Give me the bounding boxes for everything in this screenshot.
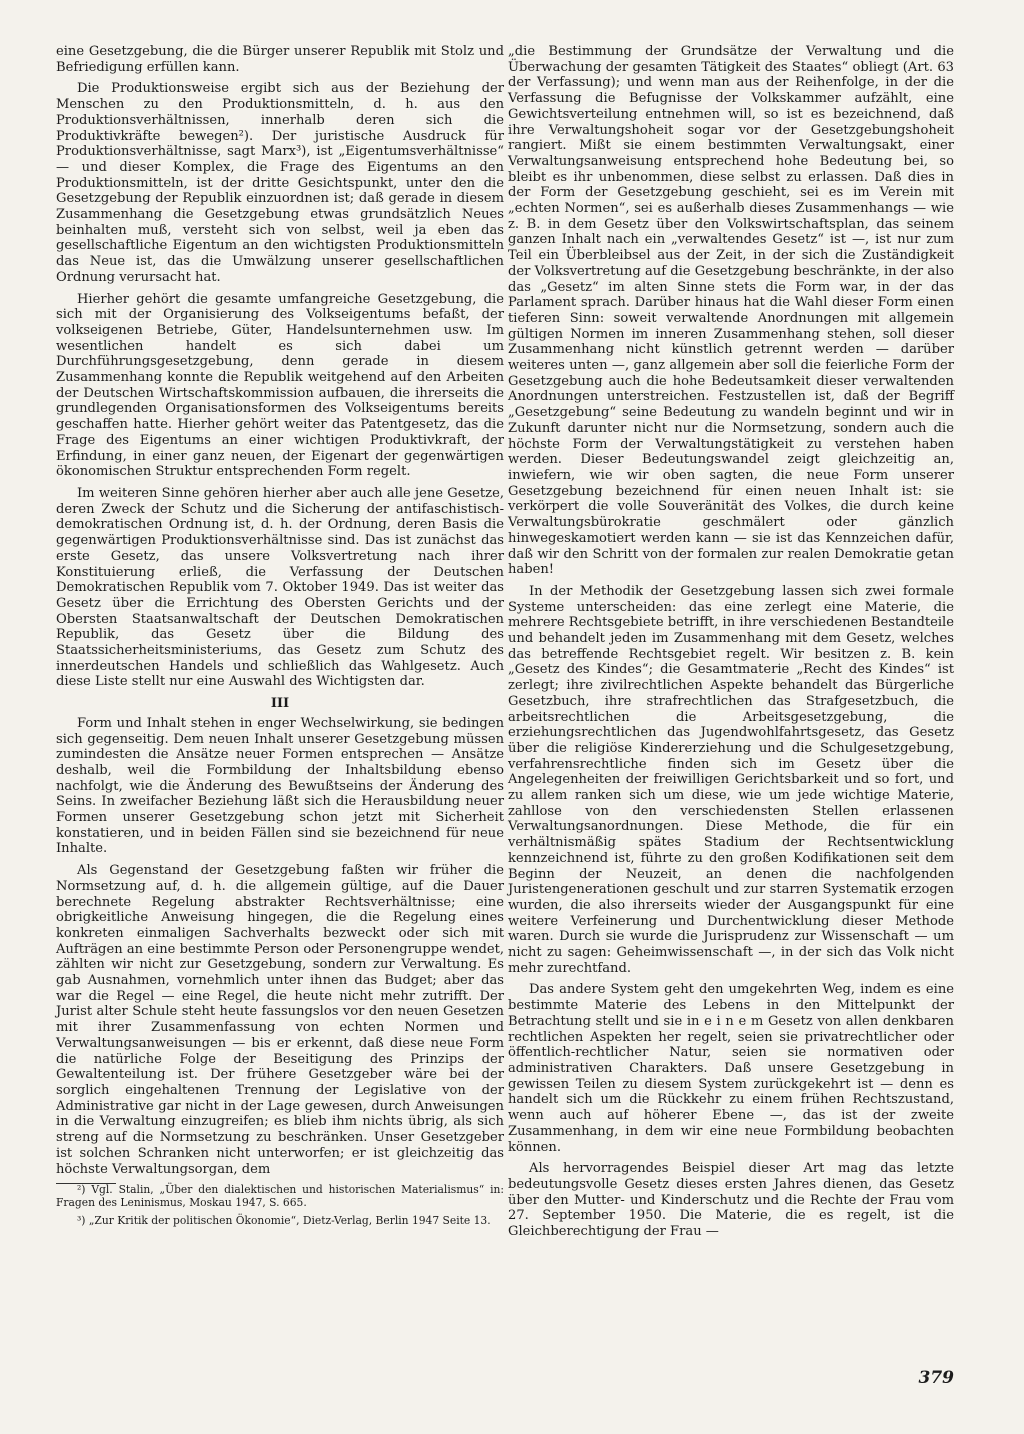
footnote: ²) Vgl. Stalin, „Über den dialektischen und historischen Materialismus“ in: Fragen des Leninismus, Moskau 1947, S. 665. xyxy=(56,1183,504,1209)
paragraph: In der Methodik der Gesetzgebung lassen sich zwei formale Systeme unterscheiden: das eine zerlegt eine Materie, die mehrere Rechtsgebiete betrifft, in ihre verschiedenen Bestandteile und behandelt jeden im Zusammenhang mit dem Gesetz, welches das betreffende Rechtsgebiet regelt. Wir besitzen z. B. kein „Gesetz des Kindes“; die Gesamtmaterie „Recht des Kindes“ ist zerlegt; ihre zivilrechtlichen Aspekte behandelt das Bürgerliche Gesetzbuch, ihre strafrechtlichen das Strafgesetzbuch, die arbeitsrechtlichen die Arbeitsgesetzgebung, die erziehungsrechtlichen das Jugendwohlfahrtsgesetz, das Gesetz über die religiöse Kindererziehung und die Schulgesetzgebung, verfahrensrechtliche finden sich im Gesetz über die Angelegenheiten der freiwilligen Gerichtsbarkeit und so fort, und zu allem ranken sich um diese, wie um jede wichtige Materie, zahllose von den verschiedensten Stellen erlassenen Verwaltungsanordnungen. Diese Methode, die für ein verhältnismäßig spätes Stadium der Rechtsentwicklung kennzeichnend ist, führte zu den großen Kodifikationen seit dem Beginn der Neuzeit, an denen die nachfolgenden Juristengenerationen geschult und zur starren Systematik erzogen wurden, die also ihrerseits wieder der Ausgangspunkt für eine weitere Verfeinerung und Durchentwicklung dieser Methode waren. Durch sie wurde die Jurisprudenz zur Wissenschaft — um nicht zu sagen: Geheimwissenschaft —, in der sich das Volk nicht mehr zurechtfand. xyxy=(508,583,954,976)
paragraph: Hierher gehört die gesamte umfangreiche Gesetzgebung, die sich mit der Organisierung des Volkseigentums befaßt, der volkseigenen Betriebe, Güter, Handelsunternehmen usw. Im wesentlichen handelt es sich dabei um Durchführungsgesetzgebung, denn gerade in diesem Zusammenhang konnte die Republik weitgehend auf den Arbeiten der Deutschen Wirtschaftskommission aufbauen, die ihrerseits die grundlegenden Organisationsformen des Volkseigentums bereits geschaffen hatte. Hierher gehört weiter das Patentgesetz, das die Frage des Eigentums an einer wichtigen Produktivkraft, der Erfindung, in einer ganz neuen, der Eigenart der gegenwärtigen ökonomischen Struktur entsprechenden Form regelt. xyxy=(56,291,504,480)
page-number: 379 xyxy=(918,1368,954,1388)
paragraph: Im weiteren Sinne gehören hierher aber auch alle jene Gesetze, deren Zweck der Schutz und die Sicherung der antifaschistisch-demokratischen Ordnung ist, d. h. der Ordnung, deren Basis die gegenwärtigen Produktionsverhältnisse sind. Das ist zunächst das erste Gesetz, das unsere Volksvertretung nach ihrer Konstituierung erließ, die Verfassung der Deutschen Demokratischen Republik vom 7. Oktober 1949. Das ist weiter das Gesetz über die Errichtung des Obersten Gerichts und der Obersten Staatsanwaltschaft der Deutschen Demokratischen Republik, das Gesetz über die Bildung des Staatssicherheitsministeriums, das Gesetz zum Schutz des innerdeutschen Handels und schließlich das Wahlgesetz. Auch diese Liste stellt nur eine Auswahl des Wichtigsten dar. xyxy=(56,485,504,690)
paragraph: Als hervorragendes Beispiel dieser Art mag das letzte bedeutungsvolle Gesetz dieses ersten Jahres dienen, das Gesetz über den Mutter- und Kinderschutz und die Rechte der Frau vom 27. September 1950. Die Materie, die es regelt, ist die Gleichberechtigung der Frau — xyxy=(508,1161,954,1240)
paragraph: Form und Inhalt stehen in enger Wechselwirkung, sie bedingen sich gegenseitig. Dem neuen Inhalt unserer Gesetzgebung müssen zumindesten die Ansätze neuer Formen entsprechen — Ansätze deshalb, weil die Formbildung der Inhaltsbildung ebenso nachfolgt, wie die Änderung des Bewußtseins der Änderung des Seins. In zweifacher Beziehung läßt sich die Herausbildung neuer Formen unserer Gesetzgebung schon jetzt mit Sicherheit konstatieren, und in beiden Fällen sind sie bezeichnend für neue Inhalte. xyxy=(56,715,504,857)
paragraph: Als Gegenstand der Gesetzgebung faßten wir früher die Normsetzung auf, d. h. die allgemein gültige, auf die Dauer berechnete Regelung abstrakter Rechtsverhältnisse; eine obrigkeitliche Anweisung hingegen, die die Regelung eines konkreten einmaligen Sachverhalts bezweckt oder sich mit Aufträgen an eine bestimmte Person oder Personengruppe wendet, zählten wir nicht zur Gesetzgebung, sondern zur Verwaltung. Es gab Ausnahmen, vornehmlich unter ihnen das Budget; aber das war die Regel — eine Regel, die heute nicht mehr zutrifft. Der Jurist alter Schule steht heute fassungslos vor den neuen Gesetzen mit ihrer Zusammenfassung von echten Normen und Verwaltungsanweisungen — bis er erkennt, daß diese neue Form die natürliche Folge der Beseitigung des Prinzips der Gewaltenteilung ist. Der frühere Gesetzgeber wäre bei der sorglich eingehaltenen Trennung der Legislative von der Administrative gar nicht in der Lage gewesen, durch Anweisungen in die Verwaltung einzugreifen; es blieb ihm nichts übrig, als sich streng auf die Normsetzung zu beschränken. Unser Gesetzgeber ist solchen Schranken nicht unterworfen; er ist gleichzeitig das höchste Verwaltungsorgan, dem xyxy=(56,863,504,1177)
right-column xyxy=(508,44,954,1246)
paragraph: Das andere System geht den umgekehrten Weg, indem es eine bestimmte Materie des Lebens in den Mittelpunkt der Betrachtung stellt und sie in e i n e m Gesetz von allen denkbaren rechtlichen Aspekten her regelt, seien sie privatrechtlicher oder öffentlich-rechtlicher Natur, seien sie normativen oder administrativen Charakters. Daß unsere Gesetzgebung in gewissen Teilen zu diesem System zurückgekehrt ist — denn es handelt sich um die Rückkehr zu einem frühen Rechtszustand, wenn auch auf höherer Ebene —, das ist der zweite Zusammenhang, in dem wir eine neue Formbildung beobachten können. xyxy=(508,982,954,1155)
paragraph: „die Bestimmung der Grundsätze der Verwaltung und die Überwachung der gesamten Tätigkeit des Staates“ obliegt (Art. 63 der Verfassung); und wenn man aus der Reihenfolge, in der die Verfassung die Befugnisse der Volkskammer aufzählt, eine Gewichtsverteilung entnehmen will, so ist es bezeichnend, daß ihre Verwaltungshoheit sogar vor der Gesetzgebungshoheit rangiert. Mißt sie einem bestimmten Verwaltungsakt, einer Verwaltungsanweisung entsprechend hohe Bedeutung bei, so bleibt es ihr unbenommen, diese selbst zu erlassen. Daß dies in der Form der Gesetzgebung geschieht, sei es im Verein mit „echten Normen“, sei es außerhalb dieses Zusammenhangs — wie z. B. in dem Gesetz über den Volkswirtschaftsplan, das seinem ganzen Inhalt nach ein „verwaltendes Gesetz“ ist —, ist nur zum Teil ein Überbleibsel aus der Zeit, in der sich die Zuständigkeit der Volksvertretung auf die Gesetzgebung beschränkte, in der also das „Gesetz“ im alten Sinne stets die Form war, in der das Parlament sprach. Darüber hinaus hat die Wahl dieser Form einen tieferen Sinn: soweit verwaltende Anordnungen mit allgemein gültigen Normen im inneren Zusammenhang stehen, soll dieser Zusammenhang nicht künstlich getrennt werden — darüber weiteres unten —, ganz allgemein aber soll die feierliche Form der Gesetzgebung auch die hohe Bedeutsamkeit dieser verwaltenden Anordnungen unterstreichen. Festzustellen ist, daß der Begriff „Gesetzgebung“ seine Bedeutung zu wandeln beginnt und wir in Zukunft darunter nicht nur die Normsetzung, sondern auch die höchste Form der Verwaltungstätigkeit zu verstehen haben werden. Dieser Bedeutungswandel zeigt gleichzeitig an, inwiefern, wie wir oben sagten, die neue Form unserer Gesetzgebung bezeichnend für einen neuen Inhalt ist: sie verkörpert die volle Souveränität des Volkes, die durch keine Verwaltungsbürokratie geschmälert oder gänzlich hinwegeskamotiert werden kann — sie ist das Kennzeichen dafür, daß wir den Schritt von der formalen zur realen Demokratie getan haben! xyxy=(508,44,954,578)
left-column xyxy=(56,44,504,1233)
paragraph: Die Produktionsweise ergibt sich aus der Beziehung der Menschen zu den Produktionsmitteln, d. h. aus den Produktionsverhältnissen, innerhalb deren sich die Produktivkräfte bewegen²). Der juristische Ausdruck für Produktionsverhältnisse, sagt Marx³), ist „Eigentumsverhältnisse“ — und dieser Komplex, die Frage des Eigentums an den Produktionsmitteln, ist der dritte Gesichtspunkt, unter den die Gesetzgebung der Republik einzuordnen ist; daß gerade in diesem Zusammenhang die Gesetzgebung etwas grundsätzlich Neues beinhalten muß, versteht sich von selbst, weil ja eben das gesellschaftliche Eigentum an den wichtigsten Produktionsmitteln das Neue ist, das die Umwälzung unserer gesellschaftlichen Ordnung verursacht hat. xyxy=(56,81,504,285)
section-heading: III xyxy=(270,696,290,712)
footnote: ³) „Zur Kritik der politischen Ökonomie“, Dietz-Verlag, Berlin 1947 Seite 13. xyxy=(77,1214,491,1228)
paragraph: eine Gesetzgebung, die die Bürger unserer Republik mit Stolz und Befriedigung erfüllen kann. xyxy=(56,44,504,75)
